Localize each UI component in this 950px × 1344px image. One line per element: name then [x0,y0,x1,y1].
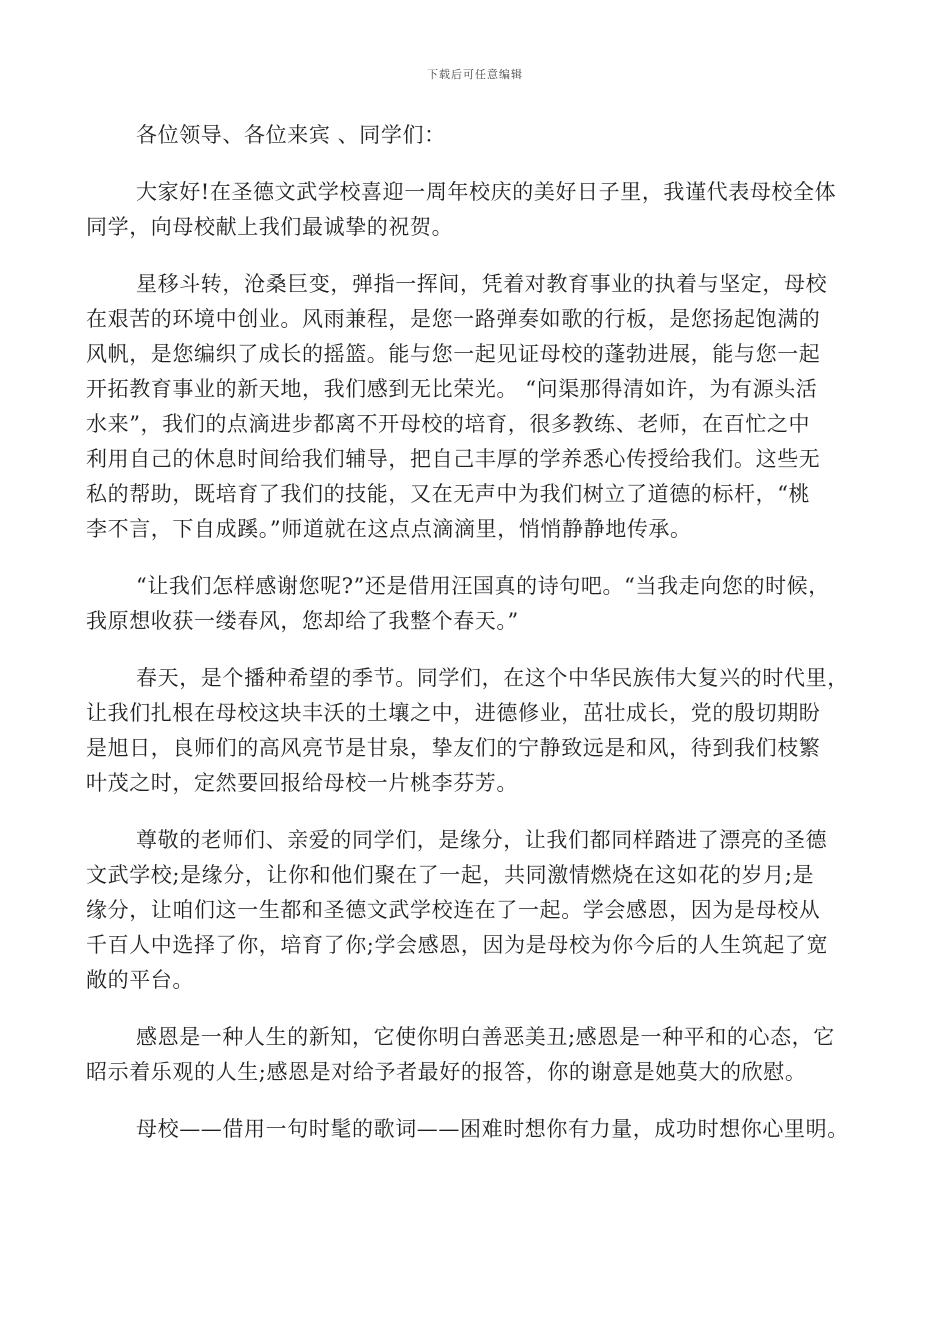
watermark-header: 下载后可任意编辑 [427,68,523,81]
text-line: 在艰苦的环境中创业。风雨兼程，是您一路弹奏如歌的行板，是您扬起饱满的 [86,307,821,331]
paragraph-poem [86,569,866,639]
paragraph-fate [86,823,866,998]
text-line: 尊敬的老师们、亲爱的同学们，是缘分，让我们都同样踏进了漂亮的圣德 [136,828,828,852]
text-line: 大家好!在圣德文武学校喜迎一周年校庆的美好日子里，我谨代表母校全体 [136,180,837,204]
text-line: 水来”，我们的点滴进步都离不开母校的培育，很多教练、老师，在百忙之中 [86,412,811,436]
paragraph-closing [86,1112,866,1147]
text-line: “让我们怎样感谢您呢?”还是借用汪国真的诗句吧。“当我走向您的时候， [136,574,830,598]
text-line: 利用自己的休息时间给我们辅导，把自己丰厚的学养悉心传授给我们。这些无 [86,447,821,471]
text-line: 缘分，让咱们这一生都和圣德文武学校连在了一起。学会感恩，因为是母校从 [86,898,821,922]
paragraph-spring [86,661,866,801]
text-line: 昭示着乐观的人生;感恩是对给予者最好的报答，你的谢意是她莫大的欣慰。 [86,1060,807,1084]
text-line: 风帆，是您编织了成长的摇篮。能与您一起见证母校的蓬勃进展，能与您一起 [86,342,821,366]
document-body [86,118,866,1169]
text-line: 敞的平台。 [86,968,194,992]
text-line: 是旭日，良师们的高风亮节是甘泉，挚友们的宁静致远是和风，待到我们枝繁 [86,736,821,760]
text-line: 李不言，下自成蹊。”师道就在这点点滴滴里，悄悄静静地传承。 [86,517,692,541]
text-line: 我原想收获一缕春风，您却给了我整个春天。” [86,609,519,633]
text-line: 千百人中选择了你，培育了你;学会感恩，因为是母校为你今后的人生筑起了宽 [86,933,829,957]
text-line: 春天，是个播种希望的季节。同学们，在这个中华民族伟大复兴的时代里， [136,666,849,690]
text-line: 感恩是一种人生的新知，它使你明白善恶美丑;感恩是一种平和的心态，它 [136,1025,835,1049]
paragraph-greeting [86,118,866,153]
text-line: 各位领导、各位来宾 、同学们： [136,123,446,147]
text-line: 私的帮助，既培育了我们的技能，又在无声中为我们树立了道德的标杆，“桃 [86,482,811,506]
text-line: 文武学校;是缘分，让你和他们聚在了一起，共同激情燃烧在这如花的岁月;是 [86,863,815,887]
paragraph-congratulation [86,175,866,245]
text-line: 星移斗转，沧桑巨变，弹指一挥间，凭着对教育事业的执着与坚定，母校 [136,272,828,296]
text-line: 让我们扎根在母校这块丰沃的土壤之中，进德修业，茁壮成长，党的殷切期盼 [86,701,821,725]
text-line: 开拓教育事业的新天地，我们感到无比荣光。 “问渠那得清如许，为有源头活 [86,377,818,401]
text-line: 同学，向母校献上我们最诚挚的祝贺。 [86,215,454,239]
text-line: 母校——借用一句时髦的歌词——困难时想你有力量，成功时想你心里明。 [136,1117,849,1141]
text-line: 叶茂之时，定然要回报给母校一片桃李芬芳。 [86,771,518,795]
paragraph-gratitude [86,1020,866,1090]
paragraph-history [86,267,866,547]
